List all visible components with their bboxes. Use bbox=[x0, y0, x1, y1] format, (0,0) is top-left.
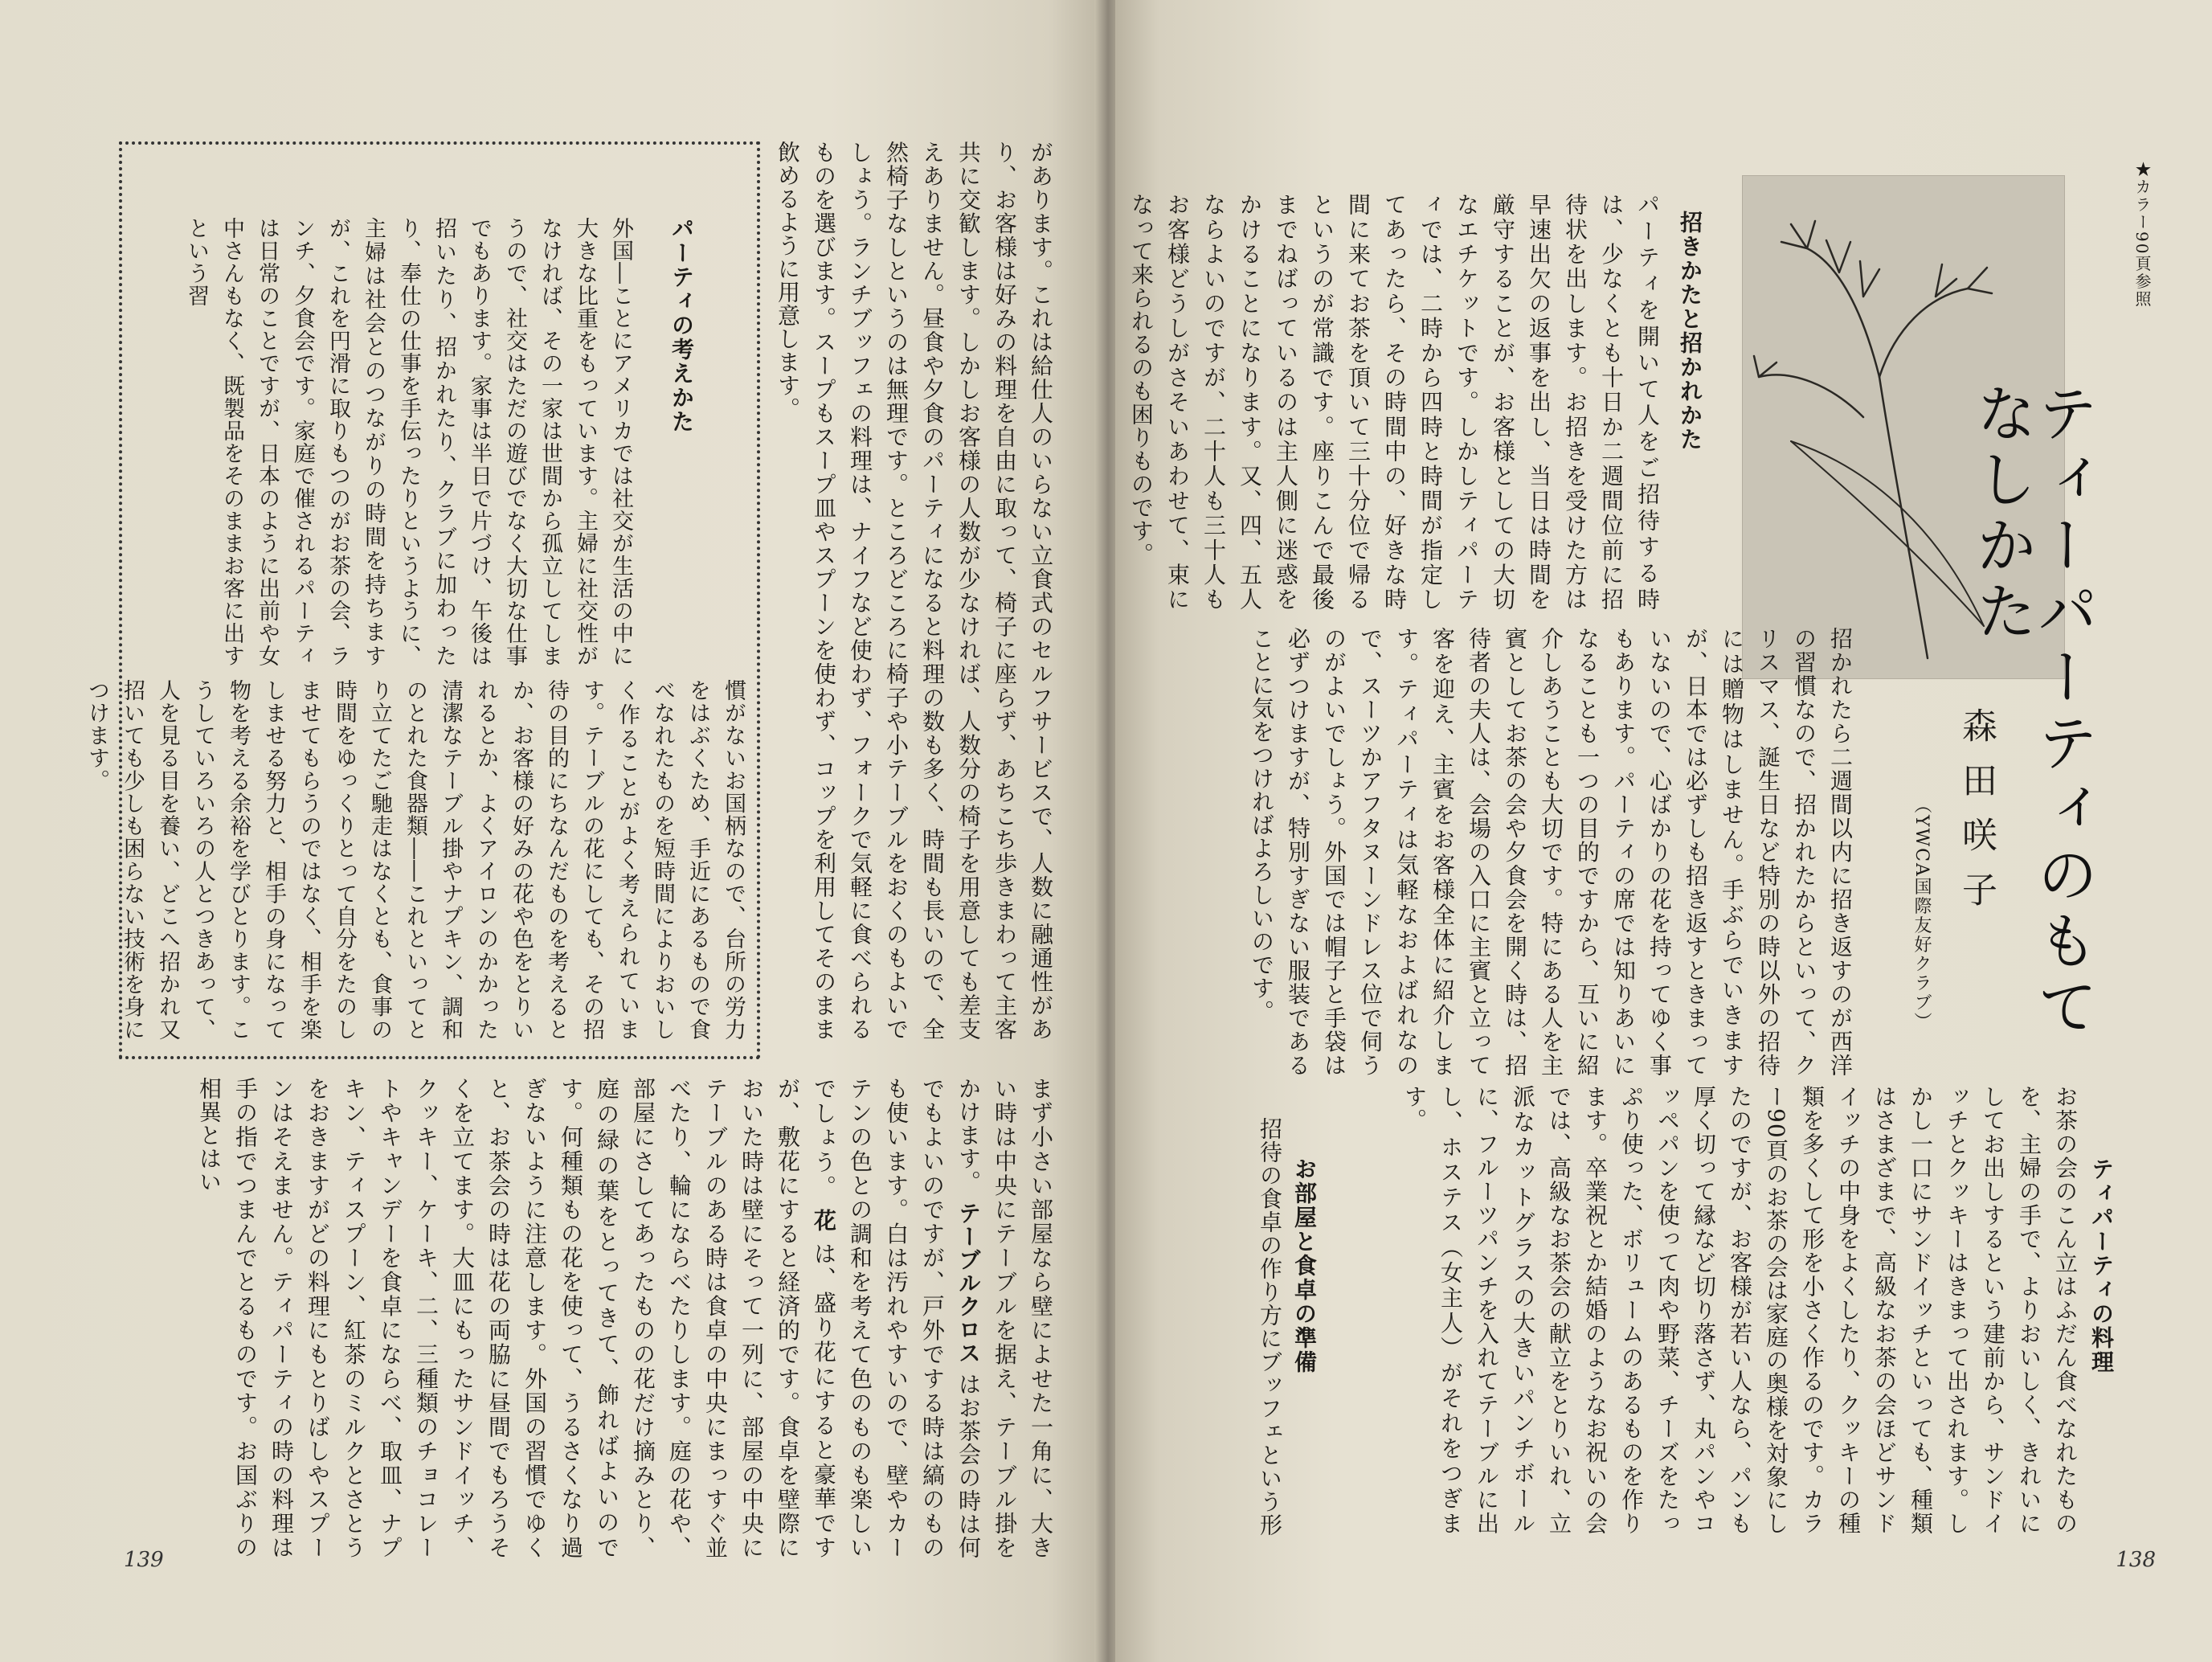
page-number-left: 139 bbox=[124, 1548, 164, 1572]
section-heading-invitations: 招きかたと招かれかた bbox=[1677, 211, 1703, 452]
right-page bbox=[1115, 0, 2212, 1662]
sidebar-box-text-bottom: 慣がないお国柄なので、台所の労力をはぶくため、手近にあるもので食べなれたものを短時間によりおいしく作ることがよく考えられています。テーブルの花にしても、その招待の目的にちなんだものを考えるとか、お客様の好みの花や色をとりいれるとか、よくアイロンのかかった清潔なテーブル掛やナプキン、調和のとれた食器類――これといってとり立てたご馳走はなくとも、食事の時間をゆっくりとって自分をたのしませてもらうのではなく、相手を楽しませる努力と、相手の身になって物を考える余裕を学びとります。こうしていろいろの人とつきあって、人を見る目を養い、どこへ招かれ又招いても少しも困らない技術を身につけます。 bbox=[84, 679, 746, 1041]
author-name: 森田咲子 bbox=[1956, 707, 1997, 926]
invitations-text-middle: 招かれたら二週間以内に招き返すのが西洋の習慣なので、招かれたからといって、クリスマス、誕生日など特別の時以外の招待には贈物はしません。手ぶらでいきますが、日本では必ずしも招き返すときまっていないので、心ばかりの花を持ってゆく事もあります。パーティの席では知りあいになることも一つの目的ですから、互いに紹介しあうことも大切です。特にある人を主賓としてお茶の会や夕食会を開く時は、招待者の夫人は、会場の入口に主賓と立って客を迎え、主賓をお客様全体に紹介します。ティパーティは気軽なおよばれなので、スーツかアフタヌーンドレス位で伺うのがよいでしょう。外国では帽子と手袋は必ずつけますが、特別すぎない服装であることに気をつければよろしいのです。 bbox=[1249, 627, 1854, 1077]
author-affiliation: （YWCA国際友好クラブ） bbox=[1911, 796, 1932, 1032]
left-page bbox=[0, 0, 1104, 1662]
left-page-column-bottom bbox=[119, 1077, 1059, 1559]
article-title: ティーパーティのもてなしかた bbox=[1966, 382, 2099, 1041]
page-number-right: 138 bbox=[2116, 1548, 2156, 1572]
invitations-text-top: パーティを開いて人をご招待する時は、少なくとも十日か二週間位前に招待状を出します。お招きを受けた方は早速出欠の返事を出し、当日は時間を厳守することが、お客様としての大切なエチケットです。しかしティパーティでは、二時から四時と時間が指定してあったら、その時間中の、好きな時間に来てお茶を頂いて三十分位で帰るというのが常識です。座りこんで最後までねばっているのは主人側に迷惑をかけることになります。又、四、五人ならよいのですが、二十人も三十人もお客様どうしがさそいあわせて、束になって来られるのも困りものです。 bbox=[1128, 193, 1661, 611]
section-heading-party-food: ティパーティの料理 bbox=[2088, 1157, 2115, 1374]
room-table-text: 招待の食卓の作り方にブッフェという形 bbox=[1257, 1117, 1283, 1537]
sidebar-box bbox=[84, 141, 760, 1059]
sidebar-box-text-top: 外国―ことにアメリカでは社交が生活の中に大きな比重をもっています。主婦に社交性がなければ、その一家は世間から孤立してしまうので、社交はただの遊びでなく大切な仕事でもあります。家事は半日で片づけ、午後は招いたり、招かれたり、クラブに加わったり、奉仕の仕事を手伝ったりというように、主婦は社会とのつながりの時間を持ちますが、これを円滑に取りもつのがお茶の会、ランチ、夕食会です。家庭で催されるパーティは日常のことですが、日本のように出前や女中さんもなく、既製品をそのままお客に出すという習 bbox=[184, 217, 633, 667]
left-page-column-top: があります。これは給仕人のいらない立食式のセルフサービスで、人数に融通性があり、お客様は好みの料理を自由に取って、椅子に座らず、あちこち歩きまわって主客共に交歓します。しかしお客様の人数が少なければ、人数分の椅子を用意しても差支えありません。昼食や夕食のパーティになると料理の数も多く、時間も長いので、全然椅子なしというのは無理です。ところどころに椅子や小テーブルをおくのもよいでしょう。ランチブッフェの料理は、ナイフなど使わず、フォークで気軽に食べられるものを選びます。スープもスープ皿やスプーンを使わず、コップを利用してそのまま飲めるように用意します。 bbox=[775, 141, 1054, 1041]
room-setup-text: まず小さい部屋なら壁によせた一角に、大きい時は中央にテーブルを据え、テーブル掛をかけます。 bbox=[955, 1077, 1054, 1559]
tablecloth-lead: テーブルクロス bbox=[955, 1201, 982, 1365]
sidebar-box-title: パーティの考えかた bbox=[669, 217, 695, 434]
color-reference-note: ★カラー90頁参照 bbox=[2132, 161, 2152, 309]
section-heading-room-table: お部屋と食卓の準備 bbox=[1291, 1157, 1318, 1374]
tablecloth-text: はお茶会の時は何でもよいのですが、戸外でする時は縞のものも使います。白は汚れやすいので、壁やカーテンの色との調和を考えて色のものも楽しいでしょう。 bbox=[811, 1077, 982, 1560]
flowers-lead: 花 bbox=[811, 1208, 837, 1234]
flowers-text: は、盛り花にすると豪華ですが、敷花にすると経済的です。食卓を壁際においた時は壁にそって一列に、部屋の中央にテーブルのある時は食卓の中央にまっすぐ並べたり、輪にならべたりします。庭の花や、部屋にさしてあったものの花だけ摘みとり、庭の緑の葉をとってきて、飾ればよいのです。何種類もの花を使って、うるさくなり過ぎないように注意します。外国の習慣でゆくと、お茶会の時は花の両脇に昼間でもろうそくを立てます。大皿にもったサンドイッチ、クッキー、ケーキ、二、三種類のチョコレートやキャンデーを食卓にならべ、取皿、ナプキン、ティスプーン、紅茶のミルクとさとうをおきますがどの料理にもとりばしやスプーンはそえません。ティパーティの時の料理は手の指でつまんでとるものです。お国ぶりの相異とはい bbox=[196, 1077, 837, 1560]
party-food-text: お茶の会のこん立はふだん食べなれたものを、主婦の手で、よりおいしく、きれいにしてお出しするという建前から、サンドイッチとクッキーはきまって出されます。しかし一口にサンドイッチといっても、種類はさまざまで、高級なお茶の会ほどサンドイッチの中身をよくしたり、クッキーの種類を多くして形を小さく作るのです。カラー90頁のお茶の会は家庭の奥様を対象にしたのですが、お客様が若い人なら、パンも厚く切って縁など切り落さず、丸パンやコッペパンを使って肉や野菜、チーズをたっぷり使った、ボリュームのあるものを作ります。卒業祝とか結婚のようなお祝いの会では、高級なお茶会の献立をとりいれ、立派なカットグラスの大きいパンチボールに、フルーツパンチを入れてテーブルに出し、ホステス（女主人）がそれをつぎます。 bbox=[1401, 1085, 2079, 1535]
